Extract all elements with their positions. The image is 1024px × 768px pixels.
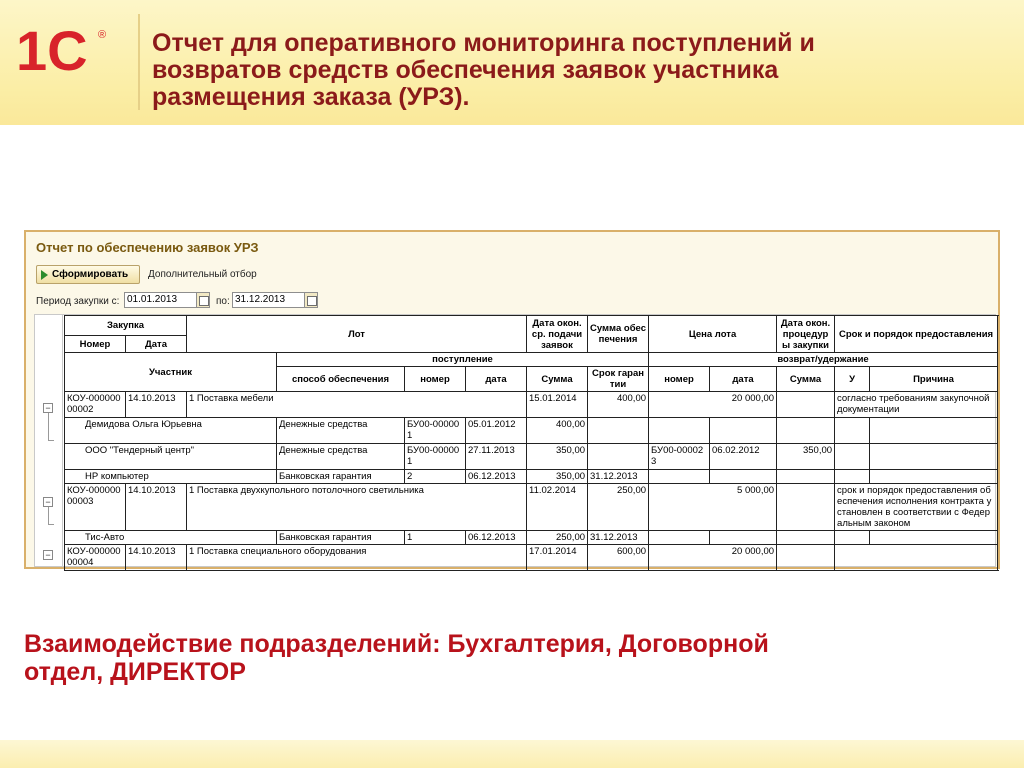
table-row[interactable]: НР компьютер Банковская гарантия 2 06.12.2013 350,00 31.12.2013 [65, 470, 998, 484]
header-data-okon-podachi: Дата окон. ср. подачи заявок [527, 316, 588, 353]
header-divider [138, 14, 140, 110]
tree-column [35, 315, 63, 566]
header-zakupka: Закупка [65, 316, 187, 336]
period-from-label: Период закупки с: [36, 296, 120, 307]
1c-logo [14, 20, 124, 80]
svg-text:1С: 1С [16, 20, 88, 80]
header-srok-garantii: Срок гарантии [588, 367, 649, 392]
report-table [64, 315, 998, 571]
bottom-caption: Взаимодействие подразделений: Бухгалтерия, Договорной отдел, ДИРЕКТОР [24, 630, 769, 686]
table-row[interactable]: Тис-Авто Банковская гарантия 1 06.12.2013 250,00 31.12.2013 [65, 531, 998, 545]
header-nomer: Номер [65, 336, 126, 353]
table-row[interactable]: КОУ-00000000004 14.10.2013 1 Поставка специального оборудования 17.01.2014 600,00 20 000,00 [65, 545, 998, 571]
collapse-icon[interactable]: − [43, 550, 53, 560]
table-row[interactable]: КОУ-00000000003 14.10.2013 1 Поставка двухкупольного потолочного светильника 11.02.2014 250,00 5 000,00 срок и порядок предоставления обеспечения исполнения контракта установлен в соответствии с Федеральным законом [65, 484, 998, 531]
header-srok-poryadok: Срок и порядок предоставления [835, 316, 998, 353]
header-vozvrat: возврат/удержание [649, 353, 998, 367]
play-icon [41, 270, 48, 280]
header-u: У [835, 367, 870, 392]
header-p-data: дата [466, 367, 527, 392]
calendar-icon[interactable] [304, 292, 318, 308]
slide-header [0, 0, 1024, 125]
report-title: Отчет по обеспечению заявок УРЗ [36, 240, 259, 255]
header-sposob: способ обеспечения [277, 367, 405, 392]
header-postuplenie: поступление [277, 353, 649, 367]
header-summa-obespecheniya: Сумма обеспечения [588, 316, 649, 353]
header-uchastnik: Участник [65, 353, 277, 392]
form-report-label: Сформировать [52, 269, 129, 280]
header-prichina: Причина [870, 367, 998, 392]
period-to-input[interactable]: 31.12.2013 [232, 292, 310, 308]
table-row[interactable]: ООО "Тендерный центр" Денежные средства БУ00-000001 27.11.2013 350,00 БУ00-000023 06.02.2012 350,00 [65, 444, 998, 470]
table-row[interactable]: КОУ-00000000002 14.10.2013 1 Поставка мебели 15.01.2014 400,00 20 000,00 согласно требованиям закупочной документации [65, 392, 998, 418]
slide-footer-band [0, 740, 1024, 768]
header-cena-lota: Цена лота [649, 316, 777, 353]
header-p-nomer: номер [405, 367, 466, 392]
calendar-icon[interactable] [196, 292, 210, 308]
period-to-label: по: [216, 296, 230, 307]
svg-text:®: ® [98, 29, 107, 41]
slide-title: Отчет для оперативного мониторинга поступлений и возвратов средств обеспечения заявок участника размещения заказа (УРЗ). [152, 29, 815, 111]
form-report-button[interactable] [36, 265, 140, 284]
extra-filter-link[interactable]: Дополнительный отбор [148, 269, 257, 280]
table-row[interactable]: Демидова Ольга Юрьевна Денежные средства БУ00-000001 05.01.2012 400,00 [65, 418, 998, 444]
report-window [24, 230, 1000, 569]
report-grid [34, 314, 996, 567]
period-from-input[interactable]: 01.01.2013 [124, 292, 202, 308]
header-v-summa: Сумма [777, 367, 835, 392]
header-data-okon-procedury: Дата окон. процедуры закупки [777, 316, 835, 353]
header-v-data: дата [710, 367, 777, 392]
header-v-nomer: номер [649, 367, 710, 392]
collapse-icon[interactable]: − [43, 497, 53, 507]
header-lot: Лот [187, 316, 527, 353]
header-p-summa: Сумма [527, 367, 588, 392]
header-data: Дата [126, 336, 187, 353]
collapse-icon[interactable]: − [43, 403, 53, 413]
